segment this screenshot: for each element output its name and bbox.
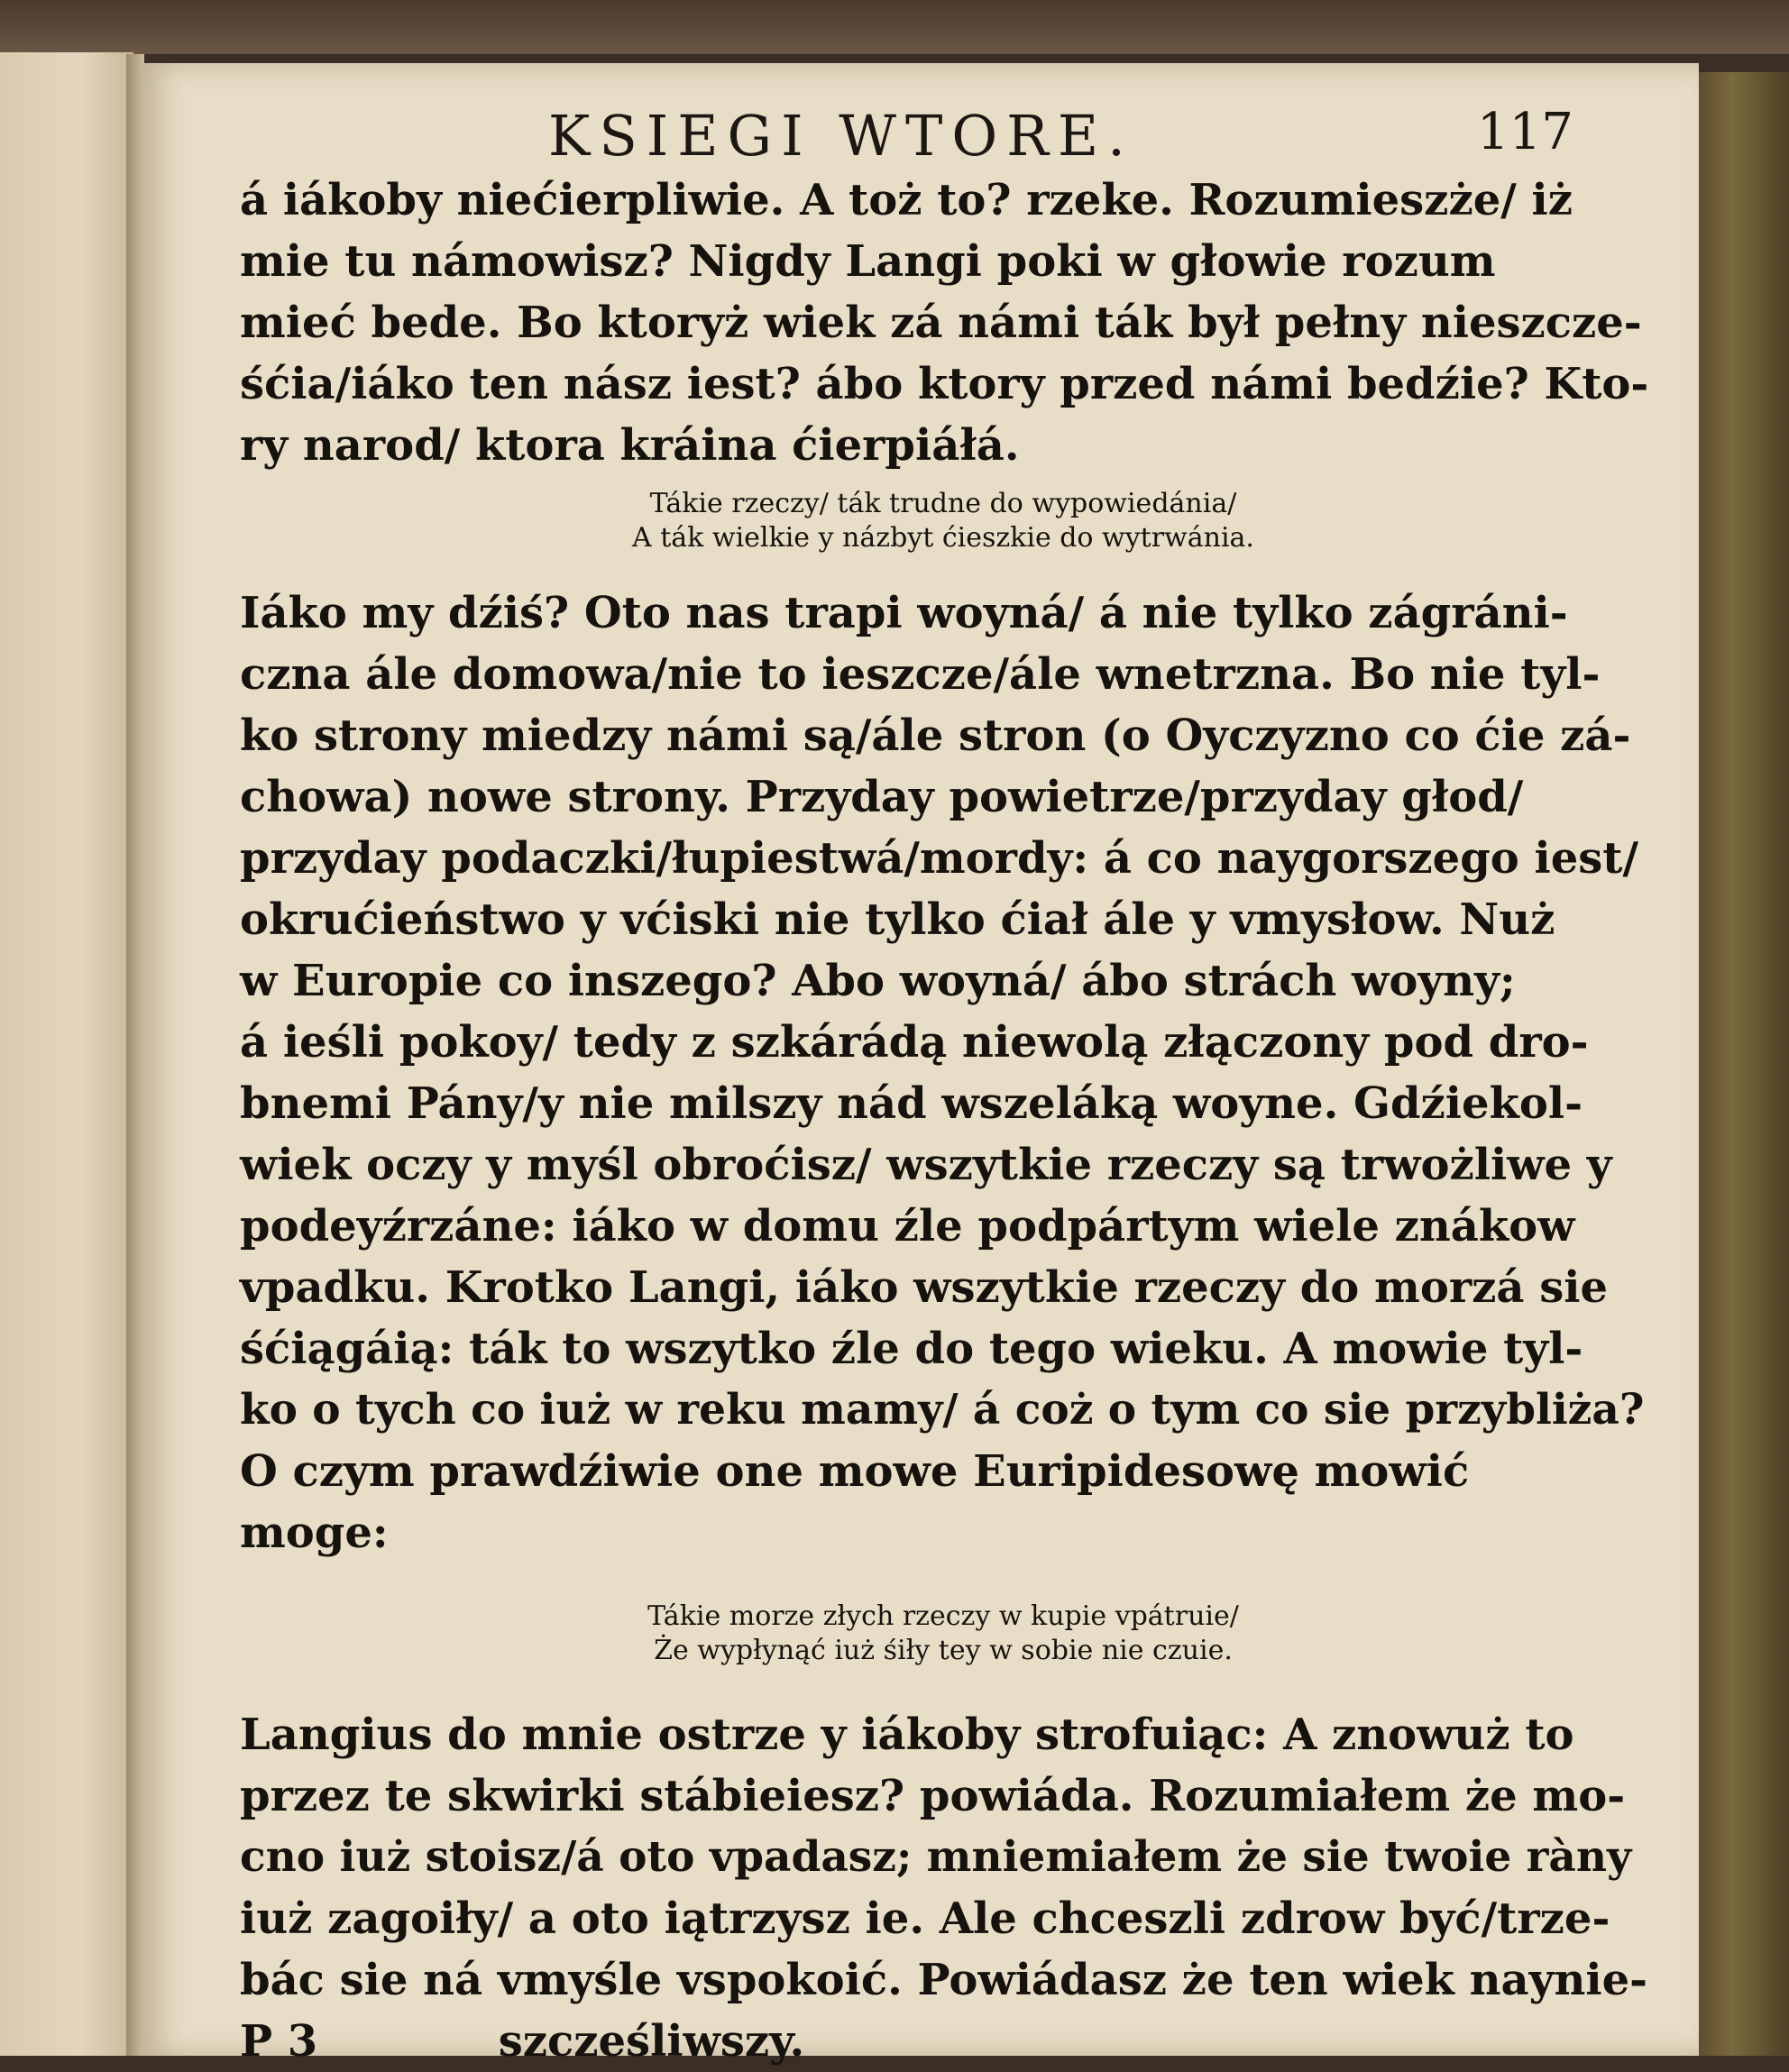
page-number: 117 bbox=[1477, 103, 1573, 161]
text-line: bnemi Pány/y nie milszy nád wszeláką woyne. Gdźiekol- bbox=[240, 1078, 1583, 1129]
text-line: mieć bede. Bo ktoryż wiek zá námi ták był pełny nieszcze- bbox=[240, 298, 1642, 348]
text-line: okrućieństwo y vćiski nie tylko ćiał ále y vmysłow. Nuż bbox=[240, 894, 1555, 945]
text-line: przyday podaczki/łupiestwá/mordy: á co naygorszego iest/ bbox=[240, 833, 1638, 884]
signature-catchword-line: P 3 szcześliwszy. bbox=[240, 2016, 805, 2067]
paragraph-3 bbox=[240, 1704, 1647, 2072]
text-block bbox=[240, 170, 1647, 2072]
text-line: przez te skwirki stábieiesz? powiáda. Rozumiałem że mo- bbox=[240, 1771, 1626, 1821]
text-line: ko strony miedzy námi są/ále stron (o Oyczyzno co ćie zá- bbox=[240, 711, 1631, 761]
text-line: iuż zagoiły/ a oto iątrzysz ie. Ale chceszli zdrow być/trze- bbox=[240, 1893, 1610, 1944]
text-line: Langius do mnie ostrze y iákoby strofuiąc: A znowuż to bbox=[240, 1710, 1574, 1760]
text-line: vpadku. Krotko Langi, iáko wszytkie rzeczy do morzá sie bbox=[240, 1262, 1608, 1313]
verse-quote-1 bbox=[240, 487, 1647, 555]
verse-line: Że wypłynąć iuż śiły tey w sobie nie czuie. bbox=[654, 1635, 1233, 1666]
text-line: mie tu námowisz? Nigdy Langi poki w głowie rozum bbox=[240, 236, 1496, 287]
book-page bbox=[142, 63, 1699, 2067]
book-top-edge bbox=[0, 0, 1789, 54]
text-line: czna ále domowa/nie to ieszcze/ále wnetrzna. Bo nie tyl- bbox=[240, 649, 1601, 700]
paragraph-1 bbox=[240, 170, 1647, 476]
text-line: ry narod/ ktora kráina ćierpiáłá. bbox=[240, 420, 1020, 471]
text-line: cno iuż stoisz/á oto vpadasz; mniemiałem że sie twoie ràny bbox=[240, 1832, 1632, 1882]
text-line: chowa) nowe strony. Przyday powietrze/przyday głod/ bbox=[240, 772, 1524, 822]
text-line: śćiągáią: ták to wszytko źle do tego wieku. A mowie tyl- bbox=[240, 1324, 1583, 1374]
text-line: Iáko my dźiś? Oto nas trapi woyná/ á nie tylko zágráni- bbox=[240, 588, 1568, 638]
text-line: á ieśli pokoy/ tedy z szkárádą niewolą złączony pod dro- bbox=[240, 1017, 1589, 1068]
text-line: ko o tych co iuż w reku mamy/ á coż o tym co sie przybliża? bbox=[240, 1385, 1645, 1435]
running-title: KSIEGI WTORE. bbox=[548, 103, 1134, 169]
verse-quote-2 bbox=[240, 1600, 1647, 1668]
text-line: bác sie ná vmyśle vspokoić. Powiádasz że ten wiek naynie- bbox=[240, 1955, 1648, 2005]
facing-page-left bbox=[0, 52, 133, 2056]
book-gutter bbox=[126, 54, 144, 2056]
text-line: moge: bbox=[240, 1508, 389, 1558]
paragraph-2 bbox=[240, 582, 1647, 1563]
text-line: podeyźrzáne: iáko w domu źle podpártym wiele znákow bbox=[240, 1201, 1575, 1251]
text-line: w Europie co inszego? Abo woyná/ ábo strách woyny; bbox=[240, 956, 1516, 1006]
verse-line: Tákie rzeczy/ ták trudne do wypowiedánia/ bbox=[649, 488, 1237, 519]
text-line: wiek oczy y myśl obroćisz/ wszytkie rzeczy są trwożliwe y bbox=[240, 1140, 1612, 1190]
verse-line: Tákie morze złych rzeczy w kupie vpátruie/ bbox=[647, 1600, 1239, 1632]
verse-line: A ták wielkie y názbyt ćieszkie do wytrwánia. bbox=[632, 522, 1254, 554]
text-line: á iákoby niećierpliwie. A toż to? rzeke. Rozumieszże/ iż bbox=[240, 175, 1573, 225]
book-cover-edge bbox=[1695, 72, 1789, 2056]
text-line: śćia/iáko ten nász iest? ábo ktory przed námi bedźie? Kto- bbox=[240, 359, 1649, 409]
text-line: O czym prawdźiwie one mowe Euripidesowę mowić bbox=[240, 1446, 1470, 1497]
